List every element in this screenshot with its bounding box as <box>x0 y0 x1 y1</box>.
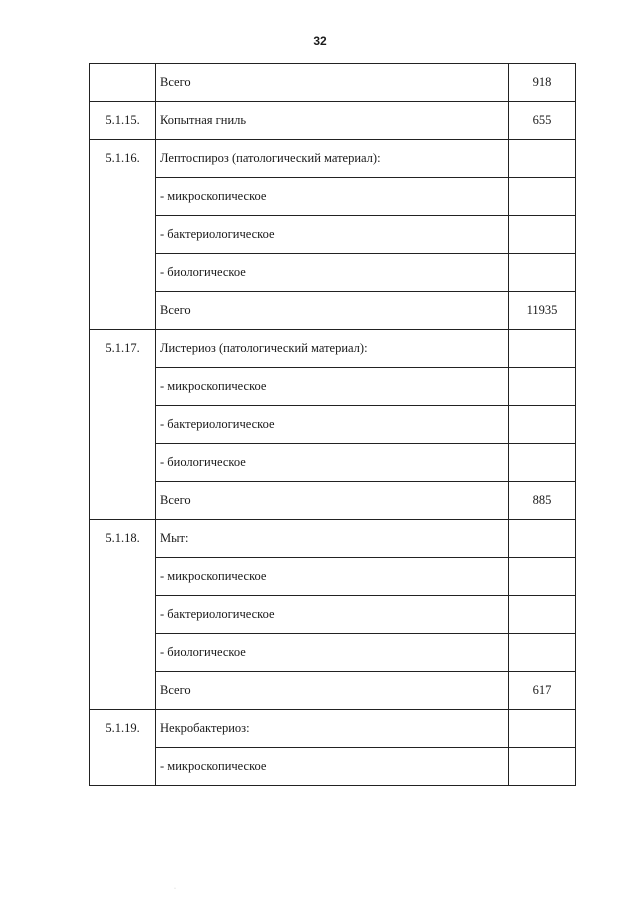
row-value <box>509 254 576 292</box>
row-name: - микроскопическое <box>156 178 509 216</box>
row-name: - микроскопическое <box>156 748 509 786</box>
row-name: Копытная гниль <box>156 102 509 140</box>
row-name: Некробактериоз: <box>156 710 509 748</box>
row-name: Всего <box>156 672 509 710</box>
row-value <box>509 558 576 596</box>
row-name: Всего <box>156 292 509 330</box>
row-value <box>509 444 576 482</box>
table-row <box>90 254 576 292</box>
row-value: 11935 <box>509 292 576 330</box>
row-name: Всего <box>156 64 509 102</box>
table-row <box>90 444 576 482</box>
scan-dot: · <box>174 886 176 892</box>
table-row <box>90 596 576 634</box>
row-name: - микроскопическое <box>156 558 509 596</box>
row-value: 617 <box>509 672 576 710</box>
table-row <box>90 520 576 558</box>
row-number: 5.1.17. <box>90 330 156 520</box>
row-value: 918 <box>509 64 576 102</box>
row-value <box>509 216 576 254</box>
row-name: Листериоз (патологический материал): <box>156 330 509 368</box>
row-name: - микроскопическое <box>156 368 509 406</box>
row-number: 5.1.16. <box>90 140 156 330</box>
row-value: 655 <box>509 102 576 140</box>
table-row <box>90 64 576 102</box>
row-name: - биологическое <box>156 444 509 482</box>
row-number: 5.1.15. <box>90 102 156 140</box>
row-value <box>509 368 576 406</box>
table-row <box>90 482 576 520</box>
row-name: Мыт: <box>156 520 509 558</box>
row-value <box>509 596 576 634</box>
table-row <box>90 216 576 254</box>
row-number <box>90 64 156 102</box>
row-name: - бактериологическое <box>156 406 509 444</box>
row-name: Всего <box>156 482 509 520</box>
table-row <box>90 292 576 330</box>
table-row <box>90 634 576 672</box>
row-number: 5.1.18. <box>90 520 156 710</box>
row-name: - биологическое <box>156 254 509 292</box>
table-row <box>90 368 576 406</box>
row-name: - бактериологическое <box>156 596 509 634</box>
table-row <box>90 140 576 178</box>
table-row <box>90 178 576 216</box>
row-value <box>509 406 576 444</box>
table-row <box>90 406 576 444</box>
row-name: - бактериологическое <box>156 216 509 254</box>
table-row <box>90 558 576 596</box>
row-value <box>509 330 576 368</box>
row-number: 5.1.19. <box>90 710 156 786</box>
row-value: 885 <box>509 482 576 520</box>
table-row <box>90 330 576 368</box>
row-value <box>509 140 576 178</box>
row-name: - биологическое <box>156 634 509 672</box>
row-value <box>509 710 576 748</box>
table-row <box>90 748 576 786</box>
services-table <box>89 63 576 786</box>
table-row <box>90 102 576 140</box>
row-value <box>509 748 576 786</box>
table-row <box>90 710 576 748</box>
row-name: Лептоспироз (патологический материал): <box>156 140 509 178</box>
row-value <box>509 178 576 216</box>
table-row <box>90 672 576 710</box>
row-value <box>509 520 576 558</box>
row-value <box>509 634 576 672</box>
page-number: 32 <box>313 34 327 48</box>
